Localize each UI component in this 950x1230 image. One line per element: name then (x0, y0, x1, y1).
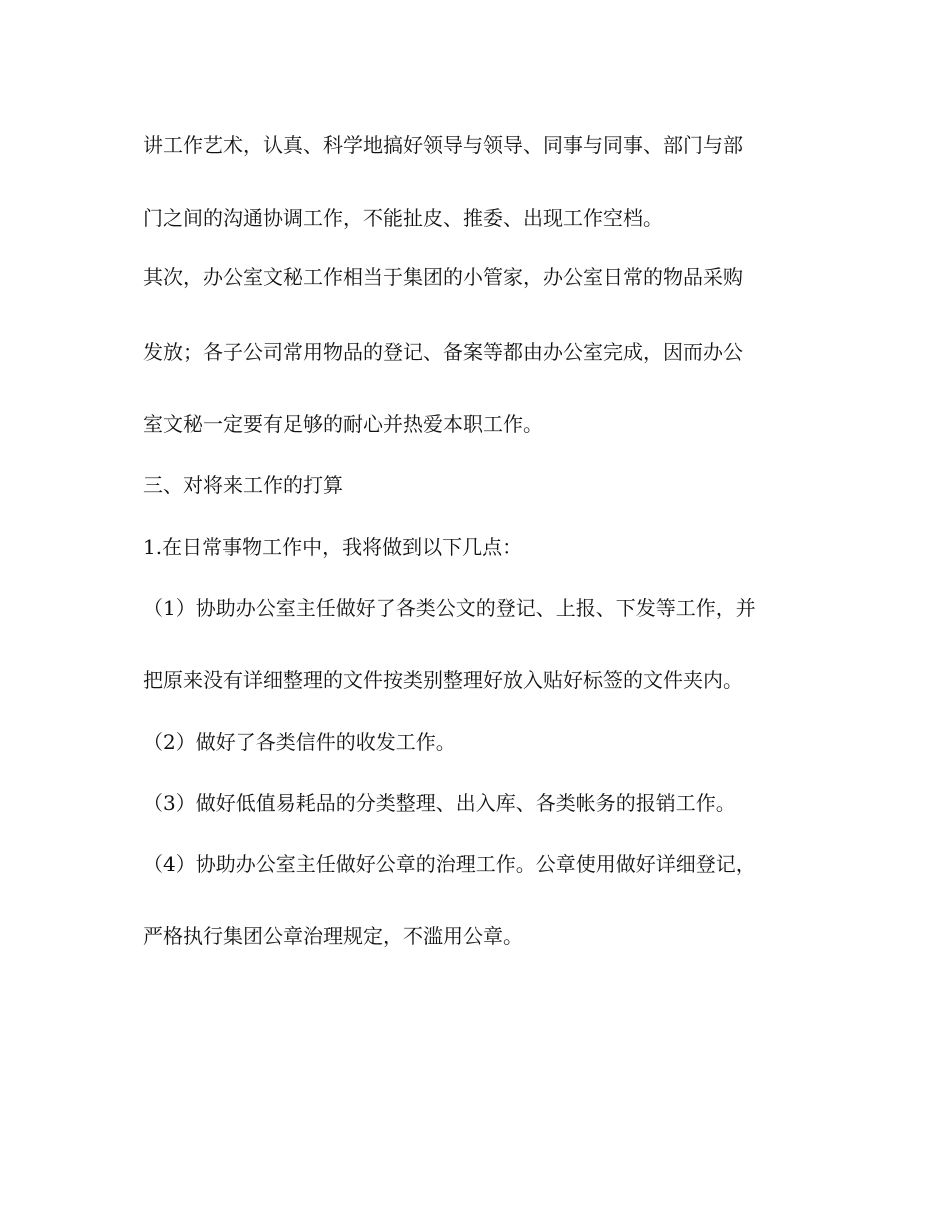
paragraph-line: 其次，办公室文秘工作相当于集团的小管家，办公室日常的物品采购 (143, 265, 743, 289)
paragraph-line: 门之间的沟通协调工作，不能扯皮、推委、出现工作空档。 (143, 206, 663, 230)
list-item-line: （1）协助办公室主任做好了各类公文的登记、上报、下发等工作，并 (143, 596, 756, 620)
list-heading: 1.在日常事物工作中，我将做到以下几点： (143, 535, 523, 559)
list-item-line: 严格执行集团公章治理规定，不滥用公章。 (143, 924, 523, 948)
paragraph-line: 发放；各子公司常用物品的登记、备案等都由办公室完成，因而办公 (143, 340, 743, 364)
paragraph-line: 讲工作艺术，认真、科学地搞好领导与领导、同事与同事、部门与部 (143, 133, 743, 157)
paragraph-line: 室文秘一定要有足够的耐心并热爱本职工作。 (143, 412, 543, 436)
list-item-line: （2）做好了各类信件的收发工作。 (143, 730, 456, 754)
list-item-line: 把原来没有详细整理的文件按类别整理好放入贴好标签的文件夹内。 (143, 668, 743, 692)
list-item-line: （3）做好低值易耗品的分类整理、出入库、各类帐务的报销工作。 (143, 791, 736, 815)
list-item-line: （4）协助办公室主任做好公章的治理工作。公章使用做好详细登记， (143, 852, 756, 876)
section-heading: 三、对将来工作的打算 (143, 473, 343, 497)
